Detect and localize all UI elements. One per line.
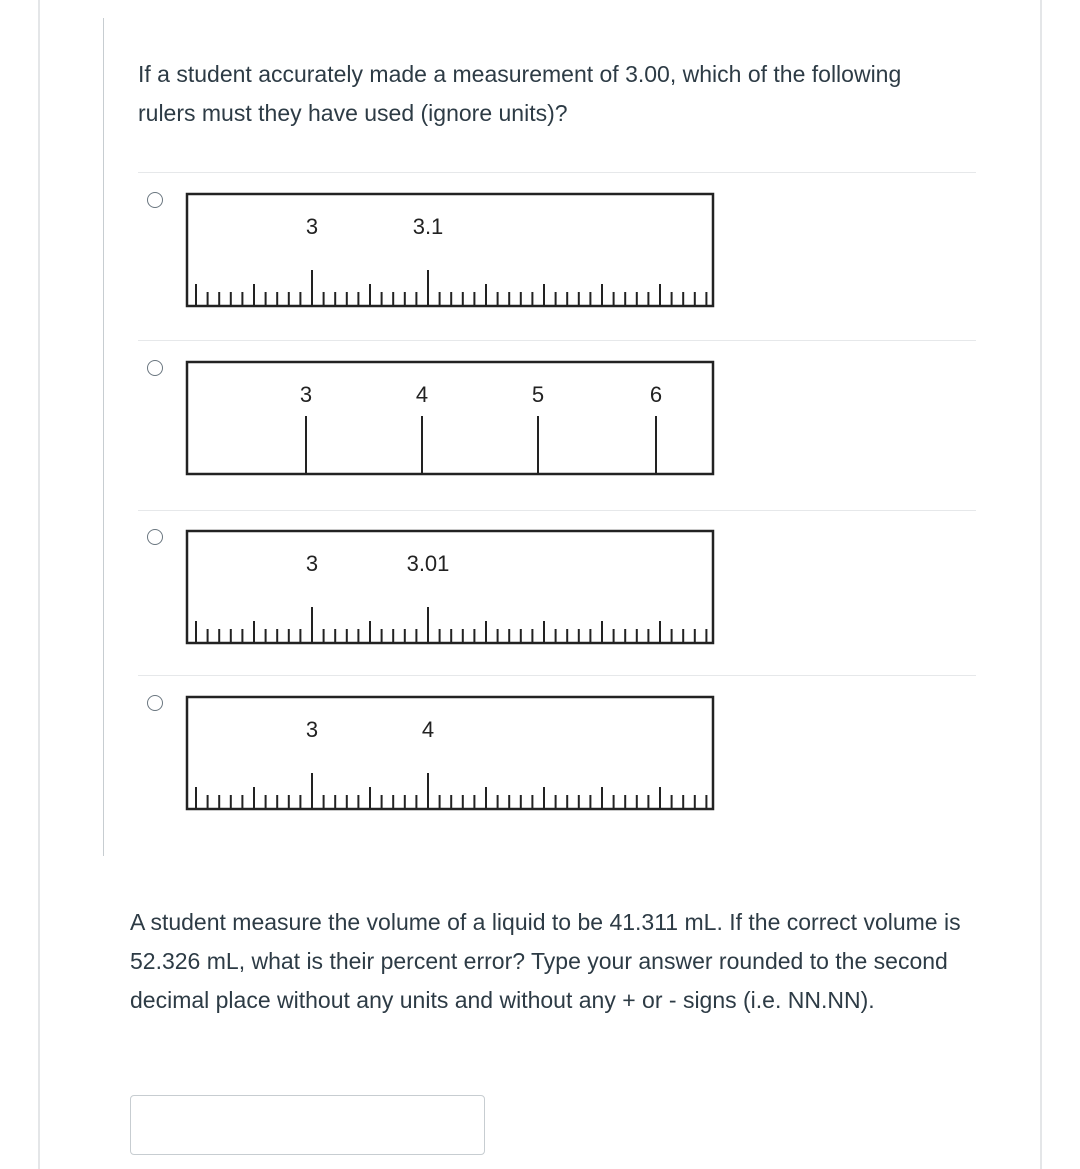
option-3-ruler[interactable] <box>186 529 714 645</box>
ruler-label: 5 <box>531 382 545 407</box>
option-divider <box>138 510 976 511</box>
option-2-radio[interactable] <box>147 360 163 376</box>
ruler-label: 6 <box>649 382 663 407</box>
ruler-label: 4 <box>415 382 429 407</box>
ruler-label: 3.01 <box>406 551 450 576</box>
ruler-label: 3 <box>305 214 319 239</box>
option-1-ruler[interactable] <box>186 192 714 308</box>
option-2-ruler[interactable] <box>186 360 714 476</box>
ruler-label: 3.1 <box>412 214 444 239</box>
ruler-label: 3 <box>299 382 313 407</box>
ruler-frame <box>187 362 713 474</box>
option-1-radio[interactable] <box>147 192 163 208</box>
question-1-left-rule <box>103 18 104 856</box>
page-left-border <box>38 0 40 1169</box>
ruler-frame <box>187 697 713 809</box>
ruler-label: 4 <box>421 717 435 742</box>
option-divider <box>138 340 976 341</box>
page-right-border <box>1040 0 1042 1169</box>
answer-input[interactable] <box>130 1095 485 1155</box>
ruler-label: 3 <box>305 717 319 742</box>
ruler-label: 3 <box>305 551 319 576</box>
option-3-radio[interactable] <box>147 529 163 545</box>
ruler-frame <box>187 531 713 643</box>
ruler-frame <box>187 194 713 306</box>
option-4-ruler[interactable] <box>186 695 714 811</box>
option-4-radio[interactable] <box>147 695 163 711</box>
question-2-text: A student measure the volume of a liquid to be 41.311 mL. If the correct volume is 52.326 mL, what is their percent error? Type your answer rounded to the second decimal place without any units and without any + or - signs (i.e. NN.NN). <box>130 909 961 1013</box>
option-divider <box>138 675 976 676</box>
question-1-text: If a student accurately made a measurement of 3.00, which of the following rulers must they have used (ignore units)? <box>138 61 902 126</box>
option-divider <box>138 172 976 173</box>
